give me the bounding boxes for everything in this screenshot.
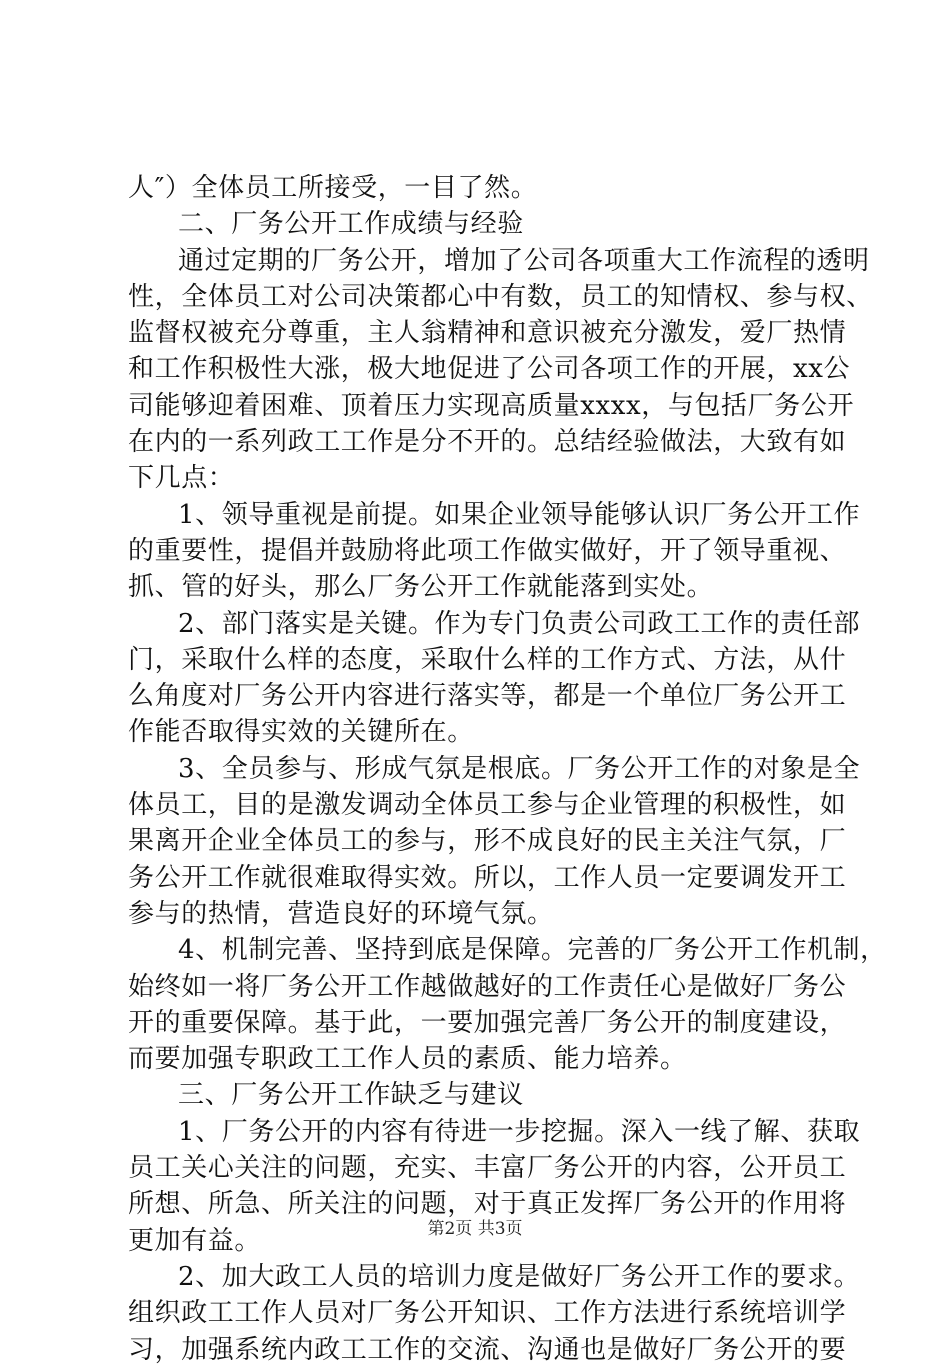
text-line: 体员工，目的是激发调动全体员工参与企业管理的积极性，如 xyxy=(128,790,847,821)
text-line: 3、全员参与、形成气氛是根底。厂务公开工作的对象是全 xyxy=(178,753,861,784)
text-line: 2、加大政工人员的培训力度是做好厂务公开工作的要求。 xyxy=(178,1261,861,1292)
text-line: 务公开工作就很难取得实效。所以，工作人员一定要调发开工 xyxy=(128,862,847,893)
text-line: 所想、所急、所关注的问题，对于真正发挥厂务公开的作用将 xyxy=(128,1189,847,1220)
text-line: 2、部门落实是关键。作为专门负责公司政工工作的责任部 xyxy=(178,608,861,639)
text-line: 1、领导重视是前提。如果企业领导能够认识厂务公开工作 xyxy=(178,499,861,530)
section-heading: 三、厂务公开工作缺乏与建议 xyxy=(178,1080,524,1111)
text-line: 果离开企业全体员工的参与，形不成良好的民主关注气氛，厂 xyxy=(128,826,847,857)
text-line: 么角度对厂务公开内容进行落实等，都是一个单位厂务公开工 xyxy=(128,681,847,712)
text-line: 司能够迎着困难、顶着压力实现高质量xxxx，与包括厂务公开 xyxy=(128,390,855,421)
text-line: 组织政工工作人员对厂务公开知识、工作方法进行系统培训学 xyxy=(128,1298,847,1329)
text-line: 监督权被充分尊重，主人翁精神和意识被充分激发，爱厂热情 xyxy=(128,318,847,349)
text-line: 而要加强专职政工工作人员的素质、能力培养。 xyxy=(128,1044,687,1075)
text-line: 始终如一将厂务公开工作越做越好的工作责任心是做好厂务公 xyxy=(128,971,847,1002)
text-line: 作能否取得实效的关键所在。 xyxy=(128,717,474,748)
section-heading: 二、厂务公开工作成绩与经验 xyxy=(178,209,524,240)
text-line: 性，全体员工对公司决策都心中有数，员工的知情权、参与权、 xyxy=(128,281,873,312)
text-line: 习，加强系统内政工工作的交流、沟通也是做好厂务公开的要 xyxy=(128,1334,847,1365)
text-line: 的重要性，提倡并鼓励将此项工作做实做好，开了领导重视、 xyxy=(128,535,847,566)
text-line: 开的重要保障。基于此，一要加强完善厂务公开的制度建设， xyxy=(128,1007,847,1038)
text-line: 更加有益。 xyxy=(128,1225,262,1256)
text-line: 门，采取什么样的态度，采取什么样的工作方式、方法，从什 xyxy=(128,644,847,675)
text-line: 参与的热情，营造良好的环境气氛。 xyxy=(128,898,554,929)
page-number-label: 第2页 共3页 xyxy=(427,1219,523,1239)
text-line: 4、机制完善、坚持到底是保障。完善的厂务公开工作机制， xyxy=(178,935,887,966)
text-line: 在内的一系列政工工作是分不开的。总结经验做法，大致有如 xyxy=(128,427,847,458)
text-line: 人″）全体员工所接受，一目了然。 xyxy=(128,173,538,203)
text-line: 和工作积极性大涨，极大地促进了公司各项工作的开展，xx公 xyxy=(128,354,851,385)
text-line: 员工关心关注的问题，充实、丰富厂务公开的内容，公开员工 xyxy=(128,1153,847,1184)
document-body xyxy=(128,170,887,1368)
text-line: 1、厂务公开的内容有待进一步挖掘。深入一线了解、获取 xyxy=(178,1116,861,1147)
text-line: 下几点： xyxy=(128,463,235,494)
text-line: 抓、管的好头，那么厂务公开工作就能落到实处。 xyxy=(128,572,714,603)
text-line: 通过定期的厂务公开，增加了公司各项重大工作流程的透明 xyxy=(178,245,870,276)
page-footer xyxy=(0,1214,950,1239)
